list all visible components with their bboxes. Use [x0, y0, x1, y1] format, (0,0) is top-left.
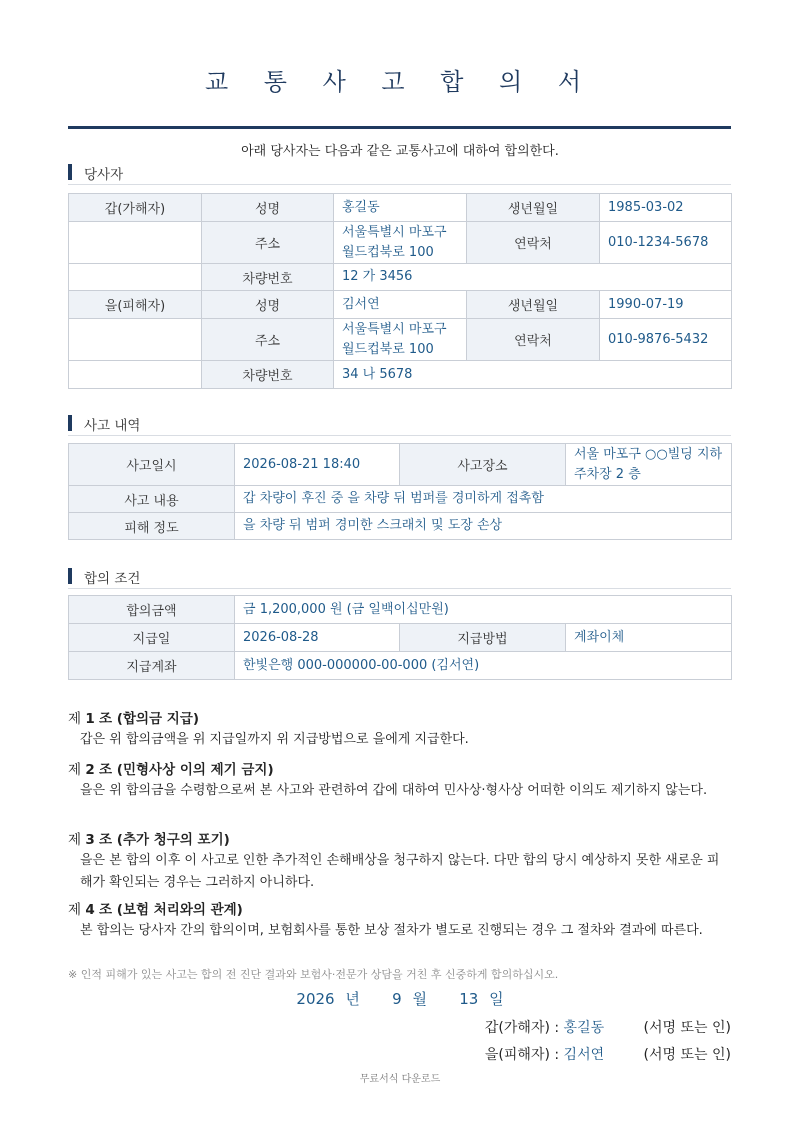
phone-label: 연락처 — [467, 319, 600, 361]
pay-account: 한빛은행 000-000000-00-000 (김서연) — [235, 652, 732, 680]
damage-label: 피해 정도 — [69, 513, 235, 540]
signature-line-a — [485, 1017, 731, 1037]
party-a-address: 서울특별시 마포구 월드컵북로 100 — [334, 222, 467, 264]
damage-description: 을 차량 뒤 범퍼 경미한 스크래치 및 도장 손상 — [235, 513, 732, 540]
seal-text: (서명 또는 인) — [643, 1020, 731, 1036]
name-label: 성명 — [202, 291, 334, 319]
article-3-body: 을은 본 합의 이후 이 사고로 인한 추가적인 손해배상을 청구하지 않는다. 다만 합의 당시 예상하지 못한 새로운 피해가 확인되는 경우는 그러하지 아니하다. — [80, 853, 720, 890]
section-marker — [68, 164, 72, 180]
section-marker — [68, 415, 72, 431]
table-row — [69, 361, 732, 389]
accident-content-label: 사고 내용 — [69, 486, 235, 513]
section-title: 합의 조건 — [84, 571, 141, 587]
signature-line-b — [485, 1044, 731, 1064]
article-prefix: 제 — [68, 902, 82, 918]
article-number: 4 — [85, 902, 95, 918]
accident-place: 서울 마포구 ○○빌딩 지하주차장 2 층 — [566, 444, 732, 486]
table-row — [69, 444, 732, 486]
table-row — [69, 513, 732, 540]
empty-cell — [69, 319, 202, 361]
party-a-phone: 010-1234-5678 — [600, 222, 732, 264]
section-title: 사고 내역 — [84, 418, 141, 434]
signature-name: 홍길동 — [563, 1020, 605, 1036]
address-label: 주소 — [202, 319, 334, 361]
table-row — [69, 319, 732, 361]
article-heading: 조 (보험 처리와의 관계) — [99, 902, 243, 918]
footer-text: 무료서식 다운로드 — [359, 1074, 441, 1085]
article-number: 2 — [85, 762, 95, 778]
birth-label: 생년월일 — [467, 291, 600, 319]
section-title: 당사자 — [84, 167, 124, 183]
car-label: 차량번호 — [202, 264, 334, 291]
caution-note: ※ 인적 피해가 있는 사고는 합의 전 진단 결과와 보험사·전문가 상담을 거친 후 신중하게 합의하십시오. — [68, 968, 559, 981]
article-1-title — [68, 707, 199, 727]
article-prefix: 제 — [68, 711, 82, 727]
party-a-role: 갑(가해자) — [69, 194, 202, 222]
table-row — [69, 291, 732, 319]
empty-cell — [69, 264, 202, 291]
article-2-title — [68, 758, 274, 778]
table-row — [69, 222, 732, 264]
account-label: 지급계좌 — [69, 652, 235, 680]
article-2-body: 을은 위 합의금을 수령함으로써 본 사고와 관련하여 갑에 대하여 민사상·형사상 어떠한 이의도 제기하지 않는다. — [80, 783, 708, 798]
accident-date: 2026-08-21 18:40 — [235, 444, 400, 486]
article-3-title — [68, 828, 230, 848]
title-divider — [68, 126, 731, 129]
table-row — [69, 486, 732, 513]
settlement-amount: 금 1,200,000 원 (금 일백이십만원) — [235, 596, 732, 624]
party-b-address: 서울특별시 마포구 월드컵북로 100 — [334, 319, 467, 361]
pay-date: 2026-08-28 — [235, 624, 400, 652]
article-heading: 조 (추가 청구의 포기) — [99, 832, 230, 848]
pay-method: 계좌이체 — [566, 624, 732, 652]
article-prefix: 제 — [68, 832, 82, 848]
table-row — [69, 194, 732, 222]
phone-label: 연락처 — [467, 222, 600, 264]
section-marker — [68, 568, 72, 584]
amount-label: 합의금액 — [69, 596, 235, 624]
name-label: 성명 — [202, 194, 334, 222]
accident-date-label: 사고일시 — [69, 444, 235, 486]
method-label: 지급방법 — [400, 624, 566, 652]
document-title: 교 통 사 고 합 의 서 — [204, 68, 596, 96]
article-heading: 조 (합의금 지급) — [99, 711, 200, 727]
address-label: 주소 — [202, 222, 334, 264]
article-prefix: 제 — [68, 762, 82, 778]
party-a-name: 홍길동 — [334, 194, 467, 222]
article-number: 3 — [85, 832, 95, 848]
table-row — [69, 624, 732, 652]
parties-table — [68, 193, 732, 389]
party-b-car: 34 나 5678 — [334, 361, 732, 389]
signature-label: 갑(가해자) : — [484, 1020, 564, 1036]
terms-table — [68, 595, 732, 680]
signature-name: 김서연 — [563, 1047, 605, 1063]
section-header-parties — [68, 162, 731, 185]
table-row — [69, 596, 732, 624]
article-4-title — [68, 898, 243, 918]
accident-place-label: 사고장소 — [400, 444, 566, 486]
article-4-body: 본 합의는 당사자 간의 합의이며, 보험회사를 통한 보상 절차가 별도로 진행되는 경우 그 절차와 결과에 따른다. — [80, 923, 703, 938]
section-header-terms — [68, 566, 731, 589]
accident-content: 갑 차량이 후진 중 을 차량 뒤 범퍼를 경미하게 접촉함 — [235, 486, 732, 513]
party-b-role: 을(피해자) — [69, 291, 202, 319]
accident-table — [68, 443, 732, 540]
birth-label: 생년월일 — [467, 194, 600, 222]
empty-cell — [69, 222, 202, 264]
article-1-body: 갑은 위 합의금액을 위 지급일까지 위 지급방법으로 을에게 지급한다. — [80, 732, 469, 747]
party-b-phone: 010-9876-5432 — [600, 319, 732, 361]
party-a-car: 12 가 3456 — [334, 264, 732, 291]
section-header-accident — [68, 413, 731, 436]
table-row — [69, 264, 732, 291]
paydate-label: 지급일 — [69, 624, 235, 652]
agreement-date: 2026 년 9 월 13 일 — [296, 990, 504, 1008]
intro-text: 아래 당사자는 다음과 같은 교통사고에 대하여 합의한다. — [241, 144, 559, 159]
signature-label: 을(피해자) : — [484, 1047, 564, 1063]
car-label: 차량번호 — [202, 361, 334, 389]
seal-text: (서명 또는 인) — [643, 1047, 731, 1063]
empty-cell — [69, 361, 202, 389]
article-number: 1 — [85, 711, 95, 727]
article-heading: 조 (민형사상 이의 제기 금지) — [99, 762, 274, 778]
party-a-birth: 1985-03-02 — [600, 194, 732, 222]
party-b-birth: 1990-07-19 — [600, 291, 732, 319]
table-row — [69, 652, 732, 680]
party-b-name: 김서연 — [334, 291, 467, 319]
